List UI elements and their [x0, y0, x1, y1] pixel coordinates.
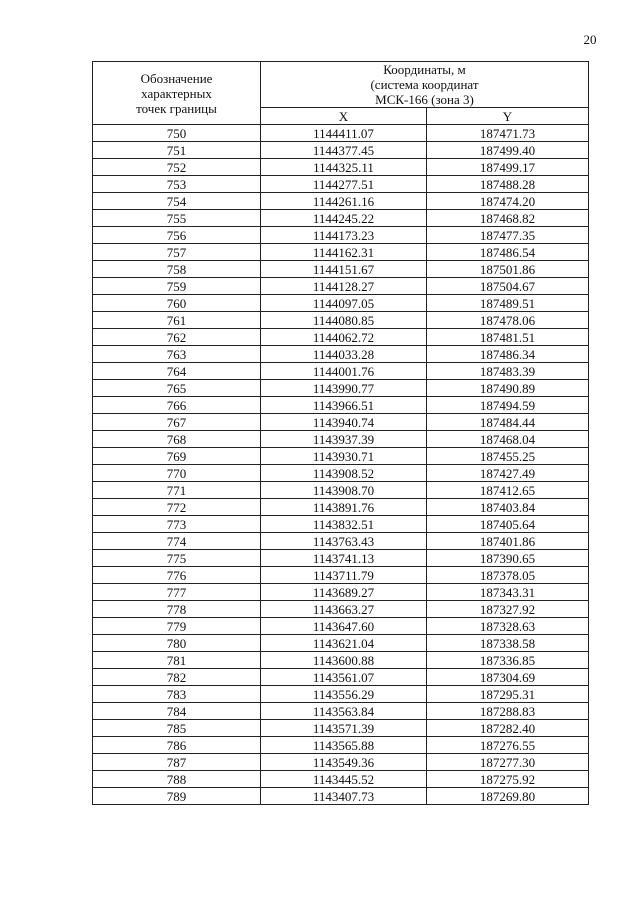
table-row	[93, 176, 589, 193]
point-id-cell: 784	[93, 703, 261, 720]
table-row	[93, 380, 589, 397]
x-coordinate-cell: 1144001.76	[261, 363, 427, 380]
x-coordinate-cell: 1143832.51	[261, 516, 427, 533]
y-coordinate-cell: 187499.17	[427, 159, 589, 176]
x-coordinate-cell: 1144033.28	[261, 346, 427, 363]
y-coordinate-cell: 187486.34	[427, 346, 589, 363]
y-coordinate-cell: 187403.84	[427, 499, 589, 516]
y-coordinate-cell: 187455.25	[427, 448, 589, 465]
y-coordinate-cell: 187489.51	[427, 295, 589, 312]
x-coordinate-cell: 1143571.39	[261, 720, 427, 737]
y-coordinate-cell: 187427.49	[427, 465, 589, 482]
x-coordinate-cell: 1144151.67	[261, 261, 427, 278]
x-coordinate-cell: 1144411.07	[261, 125, 427, 142]
x-coordinate-cell: 1144080.85	[261, 312, 427, 329]
point-id-cell: 761	[93, 312, 261, 329]
x-coordinate-cell: 1143565.88	[261, 737, 427, 754]
point-id-cell: 781	[93, 652, 261, 669]
table-row	[93, 601, 589, 618]
table-row	[93, 261, 589, 278]
x-coordinate-cell: 1143741.13	[261, 550, 427, 567]
x-coordinate-cell: 1143621.04	[261, 635, 427, 652]
y-coordinate-cell: 187481.51	[427, 329, 589, 346]
y-coordinate-cell: 187328.63	[427, 618, 589, 635]
table-row	[93, 227, 589, 244]
header-line: Обозначение	[140, 70, 213, 86]
x-column-header: X	[261, 108, 427, 125]
x-coordinate-cell: 1143561.07	[261, 669, 427, 686]
point-id-cell: 788	[93, 771, 261, 788]
y-coordinate-cell: 187499.40	[427, 142, 589, 159]
table-row	[93, 414, 589, 431]
header-line: характерных	[141, 85, 212, 101]
table-row	[93, 346, 589, 363]
y-coordinate-cell: 187486.54	[427, 244, 589, 261]
x-coordinate-cell: 1143937.39	[261, 431, 427, 448]
x-coordinate-cell: 1143908.70	[261, 482, 427, 499]
x-coordinate-cell: 1143563.84	[261, 703, 427, 720]
point-id-cell: 754	[93, 193, 261, 210]
point-id-cell: 787	[93, 754, 261, 771]
coordinates-header	[261, 62, 589, 108]
point-id-cell: 758	[93, 261, 261, 278]
point-id-cell: 780	[93, 635, 261, 652]
x-coordinate-cell: 1143445.52	[261, 771, 427, 788]
table-row	[93, 618, 589, 635]
y-coordinate-cell: 187295.31	[427, 686, 589, 703]
point-id-cell: 763	[93, 346, 261, 363]
table-row	[93, 448, 589, 465]
table-row	[93, 125, 589, 142]
table-row	[93, 312, 589, 329]
table-row	[93, 652, 589, 669]
point-id-cell: 752	[93, 159, 261, 176]
point-id-cell: 785	[93, 720, 261, 737]
y-coordinate-cell: 187494.59	[427, 397, 589, 414]
point-id-cell: 777	[93, 584, 261, 601]
x-coordinate-cell: 1143663.27	[261, 601, 427, 618]
y-coordinate-cell: 187504.67	[427, 278, 589, 295]
table-row	[93, 584, 589, 601]
y-coordinate-cell: 187277.30	[427, 754, 589, 771]
x-coordinate-cell: 1144277.51	[261, 176, 427, 193]
point-id-cell: 757	[93, 244, 261, 261]
x-coordinate-cell: 1144128.27	[261, 278, 427, 295]
table-body	[93, 125, 589, 805]
table-row	[93, 363, 589, 380]
point-id-cell: 765	[93, 380, 261, 397]
point-id-cell: 778	[93, 601, 261, 618]
y-column-header: Y	[427, 108, 589, 125]
y-coordinate-cell: 187478.06	[427, 312, 589, 329]
header-line: (система координат	[370, 77, 479, 92]
table-row	[93, 210, 589, 227]
x-coordinate-cell: 1143930.71	[261, 448, 427, 465]
y-coordinate-cell: 187468.82	[427, 210, 589, 227]
table-row	[93, 533, 589, 550]
point-id-cell: 751	[93, 142, 261, 159]
point-id-cell: 772	[93, 499, 261, 516]
point-designation-header	[93, 62, 261, 125]
y-coordinate-cell: 187275.92	[427, 771, 589, 788]
coordinates-table	[92, 61, 589, 805]
x-coordinate-cell: 1143940.74	[261, 414, 427, 431]
table-row	[93, 703, 589, 720]
point-id-cell: 779	[93, 618, 261, 635]
point-id-cell: 786	[93, 737, 261, 754]
x-coordinate-cell: 1143966.51	[261, 397, 427, 414]
point-id-cell: 789	[93, 788, 261, 805]
table-header	[93, 62, 589, 125]
x-coordinate-cell: 1143556.29	[261, 686, 427, 703]
header-line: МСК-166 (зона 3)	[375, 92, 474, 107]
y-coordinate-cell: 187405.64	[427, 516, 589, 533]
point-id-cell: 783	[93, 686, 261, 703]
point-id-cell: 773	[93, 516, 261, 533]
y-coordinate-cell: 187488.28	[427, 176, 589, 193]
x-coordinate-cell: 1143891.76	[261, 499, 427, 516]
y-coordinate-cell: 187304.69	[427, 669, 589, 686]
y-coordinate-cell: 187378.05	[427, 567, 589, 584]
point-id-cell: 759	[93, 278, 261, 295]
x-coordinate-cell: 1143990.77	[261, 380, 427, 397]
table-row	[93, 516, 589, 533]
table-row	[93, 788, 589, 805]
y-coordinate-cell: 187468.04	[427, 431, 589, 448]
x-coordinate-cell: 1144325.11	[261, 159, 427, 176]
point-id-cell: 768	[93, 431, 261, 448]
point-id-cell: 769	[93, 448, 261, 465]
table-row	[93, 329, 589, 346]
table-row	[93, 754, 589, 771]
x-coordinate-cell: 1144261.16	[261, 193, 427, 210]
table-row	[93, 482, 589, 499]
x-coordinate-cell: 1144062.72	[261, 329, 427, 346]
table-row	[93, 142, 589, 159]
y-coordinate-cell: 187343.31	[427, 584, 589, 601]
x-coordinate-cell: 1144245.22	[261, 210, 427, 227]
y-coordinate-cell: 187390.65	[427, 550, 589, 567]
header-line: Координаты, м	[383, 62, 466, 77]
table-row	[93, 669, 589, 686]
y-coordinate-cell: 187471.73	[427, 125, 589, 142]
point-id-cell: 762	[93, 329, 261, 346]
table-row	[93, 465, 589, 482]
table-row	[93, 499, 589, 516]
table-row	[93, 431, 589, 448]
table-row	[93, 295, 589, 312]
point-id-cell: 755	[93, 210, 261, 227]
y-coordinate-cell: 187474.20	[427, 193, 589, 210]
y-coordinate-cell: 187490.89	[427, 380, 589, 397]
table-row	[93, 397, 589, 414]
y-coordinate-cell: 187483.39	[427, 363, 589, 380]
x-coordinate-cell: 1143407.73	[261, 788, 427, 805]
point-id-cell: 760	[93, 295, 261, 312]
y-coordinate-cell: 187484.44	[427, 414, 589, 431]
table-row	[93, 193, 589, 210]
point-id-cell: 764	[93, 363, 261, 380]
point-id-cell: 766	[93, 397, 261, 414]
y-coordinate-cell: 187336.85	[427, 652, 589, 669]
y-coordinate-cell: 187269.80	[427, 788, 589, 805]
table-row	[93, 720, 589, 737]
table-row	[93, 244, 589, 261]
y-coordinate-cell: 187276.55	[427, 737, 589, 754]
header-line: точек границы	[136, 100, 217, 116]
y-coordinate-cell: 187401.86	[427, 533, 589, 550]
y-coordinate-cell: 187338.58	[427, 635, 589, 652]
point-id-cell: 767	[93, 414, 261, 431]
x-coordinate-cell: 1143908.52	[261, 465, 427, 482]
y-coordinate-cell: 187288.83	[427, 703, 589, 720]
table-row	[93, 771, 589, 788]
table-row	[93, 737, 589, 754]
x-coordinate-cell: 1144162.31	[261, 244, 427, 261]
x-coordinate-cell: 1143763.43	[261, 533, 427, 550]
table-row	[93, 686, 589, 703]
point-id-cell: 753	[93, 176, 261, 193]
point-id-cell: 782	[93, 669, 261, 686]
point-id-cell: 774	[93, 533, 261, 550]
table-row	[93, 567, 589, 584]
x-coordinate-cell: 1143600.88	[261, 652, 427, 669]
point-id-cell: 756	[93, 227, 261, 244]
table-row	[93, 550, 589, 567]
table-row	[93, 278, 589, 295]
y-coordinate-cell: 187282.40	[427, 720, 589, 737]
x-coordinate-cell: 1144377.45	[261, 142, 427, 159]
point-id-cell: 775	[93, 550, 261, 567]
point-id-cell: 750	[93, 125, 261, 142]
x-coordinate-cell: 1144097.05	[261, 295, 427, 312]
x-coordinate-cell: 1143689.27	[261, 584, 427, 601]
x-coordinate-cell: 1143549.36	[261, 754, 427, 771]
x-coordinate-cell: 1143711.79	[261, 567, 427, 584]
y-coordinate-cell: 187477.35	[427, 227, 589, 244]
y-coordinate-cell: 187501.86	[427, 261, 589, 278]
page-number: 20	[583, 32, 597, 47]
table-row	[93, 635, 589, 652]
table-row	[93, 159, 589, 176]
y-coordinate-cell: 187412.65	[427, 482, 589, 499]
point-id-cell: 770	[93, 465, 261, 482]
y-coordinate-cell: 187327.92	[427, 601, 589, 618]
x-coordinate-cell: 1143647.60	[261, 618, 427, 635]
point-id-cell: 776	[93, 567, 261, 584]
point-id-cell: 771	[93, 482, 261, 499]
x-coordinate-cell: 1144173.23	[261, 227, 427, 244]
